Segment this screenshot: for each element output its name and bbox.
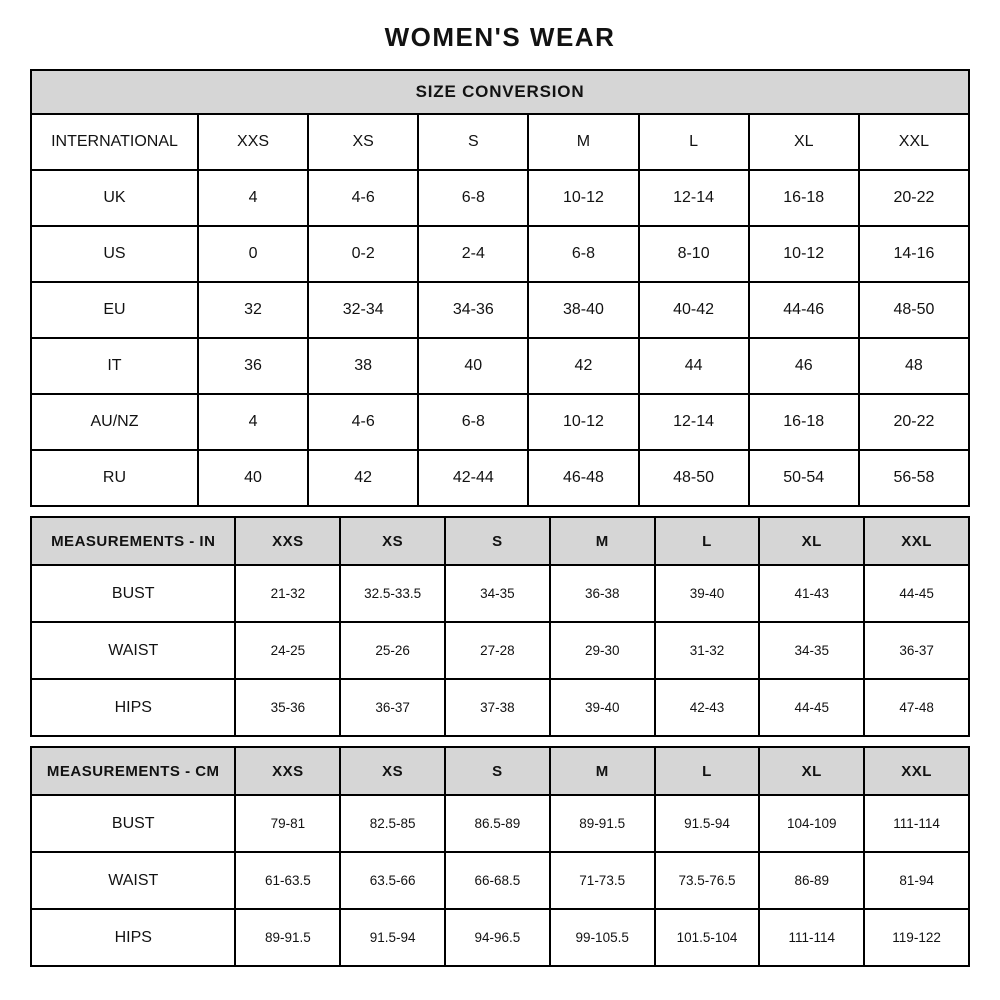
column-header: XL — [749, 114, 859, 170]
size-value-cell: 12-14 — [639, 170, 749, 226]
size-value-cell: 46-48 — [528, 450, 638, 506]
page-title: WOMEN'S WEAR — [384, 22, 616, 52]
size-value-cell: 34-35 — [759, 622, 864, 679]
corner-header: MEASUREMENTS - IN — [31, 517, 235, 565]
size-value-cell: 4-6 — [308, 394, 418, 450]
column-header: L — [655, 517, 760, 565]
size-value-cell: 101.5-104 — [655, 909, 760, 966]
size-value-cell: 34-35 — [445, 565, 550, 622]
size-value-cell: 44 — [639, 338, 749, 394]
column-header: L — [655, 747, 760, 795]
size-value-cell: 40-42 — [639, 282, 749, 338]
size-value-cell: 6-8 — [528, 226, 638, 282]
size-value-cell: 46 — [749, 338, 859, 394]
size-conversion-table — [30, 69, 970, 507]
row-label: AU/NZ — [31, 394, 198, 450]
table-title-banner: SIZE CONVERSION — [31, 70, 969, 114]
size-value-cell: 40 — [198, 450, 308, 506]
column-header: XXL — [864, 747, 969, 795]
size-value-cell: 38 — [308, 338, 418, 394]
size-value-cell: 40 — [418, 338, 528, 394]
column-header: S — [418, 114, 528, 170]
column-header: XXS — [198, 114, 308, 170]
corner-header: INTERNATIONAL — [31, 114, 198, 170]
size-value-cell: 20-22 — [859, 394, 969, 450]
size-value-cell: 31-32 — [655, 622, 760, 679]
size-value-cell: 4-6 — [308, 170, 418, 226]
size-value-cell: 86-89 — [759, 852, 864, 909]
size-value-cell: 24-25 — [235, 622, 340, 679]
size-value-cell: 20-22 — [859, 170, 969, 226]
size-value-cell: 99-105.5 — [550, 909, 655, 966]
size-value-cell: 29-30 — [550, 622, 655, 679]
size-value-cell: 12-14 — [639, 394, 749, 450]
size-value-cell: 37-38 — [445, 679, 550, 736]
size-value-cell: 39-40 — [550, 679, 655, 736]
size-value-cell: 42-44 — [418, 450, 528, 506]
size-value-cell: 6-8 — [418, 394, 528, 450]
size-value-cell: 36 — [198, 338, 308, 394]
size-value-cell: 36-37 — [340, 679, 445, 736]
column-header: XS — [340, 747, 445, 795]
size-value-cell: 14-16 — [859, 226, 969, 282]
size-value-cell: 73.5-76.5 — [655, 852, 760, 909]
size-value-cell: 56-58 — [859, 450, 969, 506]
size-value-cell: 48 — [859, 338, 969, 394]
size-value-cell: 41-43 — [759, 565, 864, 622]
size-value-cell: 4 — [198, 394, 308, 450]
size-value-cell: 111-114 — [759, 909, 864, 966]
size-value-cell: 2-4 — [418, 226, 528, 282]
size-value-cell: 71-73.5 — [550, 852, 655, 909]
size-value-cell: 48-50 — [859, 282, 969, 338]
size-value-cell: 91.5-94 — [340, 909, 445, 966]
size-value-cell: 44-46 — [749, 282, 859, 338]
column-header: M — [528, 114, 638, 170]
size-value-cell: 0-2 — [308, 226, 418, 282]
column-header: XL — [759, 747, 864, 795]
column-header: XL — [759, 517, 864, 565]
column-header: XXS — [235, 747, 340, 795]
size-value-cell: 10-12 — [749, 226, 859, 282]
size-value-cell: 32-34 — [308, 282, 418, 338]
size-value-cell: 38-40 — [528, 282, 638, 338]
size-value-cell: 0 — [198, 226, 308, 282]
size-value-cell: 119-122 — [864, 909, 969, 966]
size-value-cell: 50-54 — [749, 450, 859, 506]
size-value-cell: 47-48 — [864, 679, 969, 736]
size-value-cell: 39-40 — [655, 565, 760, 622]
size-value-cell: 32 — [198, 282, 308, 338]
size-value-cell: 104-109 — [759, 795, 864, 852]
column-header: XXL — [864, 517, 969, 565]
row-label: UK — [31, 170, 198, 226]
size-value-cell: 42-43 — [655, 679, 760, 736]
size-value-cell: 91.5-94 — [655, 795, 760, 852]
row-label: BUST — [31, 795, 235, 852]
size-value-cell: 63.5-66 — [340, 852, 445, 909]
column-header: L — [639, 114, 749, 170]
row-label: BUST — [31, 565, 235, 622]
size-value-cell: 94-96.5 — [445, 909, 550, 966]
size-value-cell: 4 — [198, 170, 308, 226]
column-header: XS — [308, 114, 418, 170]
column-header: XXL — [859, 114, 969, 170]
size-value-cell: 82.5-85 — [340, 795, 445, 852]
size-value-cell: 89-91.5 — [550, 795, 655, 852]
column-header: M — [550, 517, 655, 565]
corner-header: MEASUREMENTS - CM — [31, 747, 235, 795]
column-header: M — [550, 747, 655, 795]
column-header: S — [445, 517, 550, 565]
size-value-cell: 32.5-33.5 — [340, 565, 445, 622]
size-value-cell: 89-91.5 — [235, 909, 340, 966]
row-label: EU — [31, 282, 198, 338]
size-value-cell: 36-37 — [864, 622, 969, 679]
size-value-cell: 42 — [308, 450, 418, 506]
size-value-cell: 44-45 — [864, 565, 969, 622]
column-header: S — [445, 747, 550, 795]
size-value-cell: 8-10 — [639, 226, 749, 282]
size-value-cell: 34-36 — [418, 282, 528, 338]
row-label: WAIST — [31, 622, 235, 679]
size-value-cell: 42 — [528, 338, 638, 394]
size-value-cell: 16-18 — [749, 170, 859, 226]
row-label: IT — [31, 338, 198, 394]
column-header: XS — [340, 517, 445, 565]
row-label: RU — [31, 450, 198, 506]
size-value-cell: 10-12 — [528, 170, 638, 226]
size-value-cell: 66-68.5 — [445, 852, 550, 909]
size-value-cell: 6-8 — [418, 170, 528, 226]
size-value-cell: 48-50 — [639, 450, 749, 506]
size-value-cell: 81-94 — [864, 852, 969, 909]
row-label: US — [31, 226, 198, 282]
row-label: WAIST — [31, 852, 235, 909]
size-value-cell: 79-81 — [235, 795, 340, 852]
measurements-in-table — [30, 516, 970, 737]
column-header: XXS — [235, 517, 340, 565]
row-label: HIPS — [31, 679, 235, 736]
row-label: HIPS — [31, 909, 235, 966]
size-value-cell: 86.5-89 — [445, 795, 550, 852]
size-value-cell: 16-18 — [749, 394, 859, 450]
size-value-cell: 25-26 — [340, 622, 445, 679]
size-value-cell: 10-12 — [528, 394, 638, 450]
size-value-cell: 21-32 — [235, 565, 340, 622]
size-value-cell: 27-28 — [445, 622, 550, 679]
tables-container — [30, 69, 970, 967]
size-value-cell: 35-36 — [235, 679, 340, 736]
size-value-cell: 61-63.5 — [235, 852, 340, 909]
size-value-cell: 36-38 — [550, 565, 655, 622]
size-value-cell: 44-45 — [759, 679, 864, 736]
measurements-cm-table — [30, 746, 970, 967]
size-value-cell: 111-114 — [864, 795, 969, 852]
